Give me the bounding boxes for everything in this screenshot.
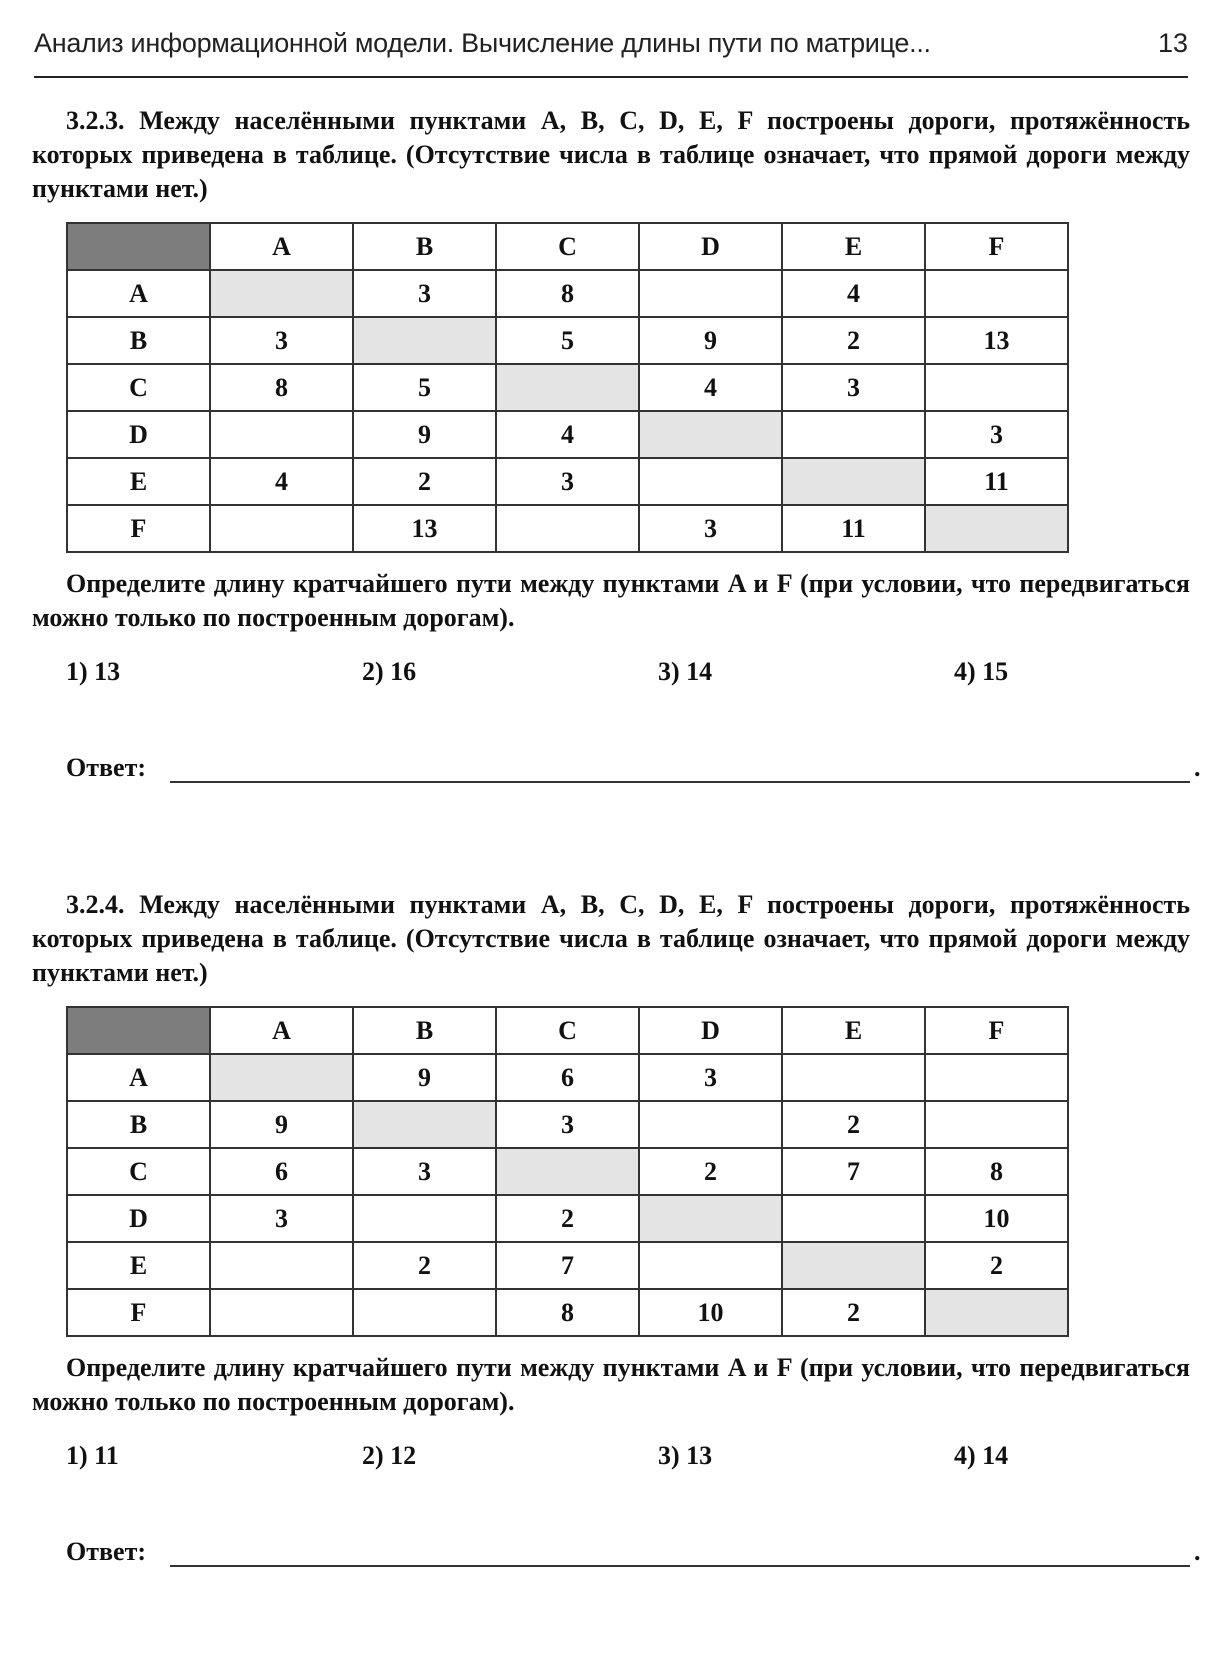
column-header: A xyxy=(210,1007,353,1054)
answer-period: . xyxy=(1194,753,1201,782)
distance-cell: 6 xyxy=(210,1148,353,1195)
row-header: F xyxy=(67,1289,210,1336)
row-header: F xyxy=(67,505,210,552)
answer-period: . xyxy=(1194,1537,1201,1566)
answer-line[interactable] xyxy=(170,1565,1190,1567)
row-header: C xyxy=(67,364,210,411)
distance-cell: 3 xyxy=(639,505,782,552)
running-title: Анализ информационной модели. Вычисление длины пути по матрице... xyxy=(34,28,931,58)
question-text: Определите длину кратчайшего пути между пунктами A и F (при условии, что передвигаться можно только по построенным дорогам). xyxy=(32,569,1190,632)
distance-cell: 2 xyxy=(782,317,925,364)
distance-cell: 3 xyxy=(496,1101,639,1148)
distance-cell: 9 xyxy=(210,1101,353,1148)
distance-cell: 9 xyxy=(353,1054,496,1101)
answer-options xyxy=(32,657,1190,697)
diagonal-cell xyxy=(639,1195,782,1242)
column-header: D xyxy=(639,223,782,270)
table-row xyxy=(67,1148,1068,1195)
diagonal-cell xyxy=(782,458,925,505)
table-row xyxy=(67,505,1068,552)
row-header: B xyxy=(67,1101,210,1148)
row-header: D xyxy=(67,1195,210,1242)
distance-cell xyxy=(496,505,639,552)
column-header: C xyxy=(496,1007,639,1054)
distance-cell: 11 xyxy=(925,458,1068,505)
distance-cell: 8 xyxy=(925,1148,1068,1195)
question-text: Определите длину кратчайшего пути между пунктами A и F (при условии, что передвигаться можно только по построенным дорогам). xyxy=(32,1353,1190,1416)
page-header xyxy=(34,26,1188,78)
distance-cell xyxy=(210,1242,353,1289)
option-1[interactable]: 1) 11 xyxy=(66,1441,119,1470)
column-header: E xyxy=(782,223,925,270)
problem-text: Между населёнными пунктами A, B, C, D, E, F построены дороги, протяжённость которых приведена в таблице. (Отсутствие числа в таблице означает, что прямой дороги между пунктами нет.) xyxy=(32,106,1191,203)
problem-number: 3.2.3. xyxy=(66,106,125,135)
distance-cell: 2 xyxy=(925,1242,1068,1289)
diagonal-cell xyxy=(639,411,782,458)
row-header: E xyxy=(67,1242,210,1289)
distance-cell: 3 xyxy=(210,1195,353,1242)
distance-cell: 4 xyxy=(782,270,925,317)
problem-text: Между населёнными пунктами A, B, C, D, E, F построены дороги, протяжённость которых приведена в таблице. (Отсутствие числа в таблице означает, что прямой дороги между пунктами нет.) xyxy=(32,890,1191,987)
distance-cell: 2 xyxy=(496,1195,639,1242)
distance-cell: 4 xyxy=(496,411,639,458)
distance-cell: 3 xyxy=(353,270,496,317)
column-header: A xyxy=(210,223,353,270)
answer-row xyxy=(32,1537,1201,1577)
distance-cell: 3 xyxy=(782,364,925,411)
option-1[interactable]: 1) 13 xyxy=(66,657,121,686)
distance-cell: 13 xyxy=(353,505,496,552)
distance-cell: 4 xyxy=(210,458,353,505)
distance-matrix xyxy=(66,222,1069,553)
distance-matrix xyxy=(66,1006,1069,1337)
distance-cell: 2 xyxy=(353,458,496,505)
distance-cell: 10 xyxy=(639,1289,782,1336)
distance-cell xyxy=(639,1101,782,1148)
table-row xyxy=(67,411,1068,458)
diagonal-cell xyxy=(496,1148,639,1195)
distance-cell: 3 xyxy=(353,1148,496,1195)
distance-cell: 9 xyxy=(639,317,782,364)
column-header: F xyxy=(925,1007,1068,1054)
option-3[interactable]: 3) 14 xyxy=(658,657,713,686)
distance-cell: 6 xyxy=(496,1054,639,1101)
diagonal-cell xyxy=(353,317,496,364)
column-header: C xyxy=(496,223,639,270)
column-header: B xyxy=(353,223,496,270)
row-header: B xyxy=(67,317,210,364)
option-3[interactable]: 3) 13 xyxy=(658,1441,713,1470)
answer-line[interactable] xyxy=(170,781,1190,783)
distance-cell: 2 xyxy=(353,1242,496,1289)
distance-cell xyxy=(353,1289,496,1336)
diagonal-cell xyxy=(782,1242,925,1289)
diagonal-cell xyxy=(210,1054,353,1101)
table-row xyxy=(67,1101,1068,1148)
distance-cell: 4 xyxy=(639,364,782,411)
column-header: B xyxy=(353,1007,496,1054)
option-4[interactable]: 4) 14 xyxy=(954,1441,1009,1470)
distance-cell xyxy=(782,1195,925,1242)
table-corner-cell xyxy=(67,223,210,270)
problem-statement xyxy=(32,104,1190,206)
distance-cell: 11 xyxy=(782,505,925,552)
page-number: 13 xyxy=(1157,28,1188,58)
distance-cell: 2 xyxy=(782,1289,925,1336)
distance-cell xyxy=(925,364,1068,411)
option-4[interactable]: 4) 15 xyxy=(954,657,1009,686)
distance-cell: 9 xyxy=(353,411,496,458)
diagonal-cell xyxy=(925,505,1068,552)
diagonal-cell xyxy=(925,1289,1068,1336)
row-header: D xyxy=(67,411,210,458)
table-header-row xyxy=(67,223,1068,270)
distance-cell: 2 xyxy=(639,1148,782,1195)
distance-cell: 3 xyxy=(925,411,1068,458)
table-corner-cell xyxy=(67,1007,210,1054)
distance-cell: 2 xyxy=(782,1101,925,1148)
distance-cell: 8 xyxy=(496,270,639,317)
table-row xyxy=(67,458,1068,505)
distance-cell xyxy=(925,270,1068,317)
column-header: F xyxy=(925,223,1068,270)
distance-cell: 3 xyxy=(496,458,639,505)
distance-cell: 5 xyxy=(353,364,496,411)
diagonal-cell xyxy=(496,364,639,411)
column-header: E xyxy=(782,1007,925,1054)
distance-cell xyxy=(210,411,353,458)
table-row xyxy=(67,1242,1068,1289)
table-row xyxy=(67,364,1068,411)
problem-3-2-3 xyxy=(32,104,1201,793)
diagonal-cell xyxy=(210,270,353,317)
distance-cell: 5 xyxy=(496,317,639,364)
problem-3-2-4 xyxy=(32,888,1201,1577)
distance-cell xyxy=(210,1289,353,1336)
option-2[interactable]: 2) 16 xyxy=(362,657,417,686)
distance-cell: 8 xyxy=(210,364,353,411)
distance-cell: 3 xyxy=(639,1054,782,1101)
row-header: A xyxy=(67,1054,210,1101)
distance-cell xyxy=(639,458,782,505)
row-header: A xyxy=(67,270,210,317)
distance-cell: 3 xyxy=(210,317,353,364)
table-row xyxy=(67,1195,1068,1242)
answer-row xyxy=(32,753,1201,793)
distance-cell xyxy=(639,270,782,317)
diagonal-cell xyxy=(353,1101,496,1148)
table-row xyxy=(67,317,1068,364)
table-row xyxy=(67,270,1068,317)
distance-cell xyxy=(925,1101,1068,1148)
distance-cell: 8 xyxy=(496,1289,639,1336)
answer-label: Ответ: xyxy=(66,1537,147,1566)
problem-number: 3.2.4. xyxy=(66,890,125,919)
answer-options xyxy=(32,1441,1190,1481)
distance-cell xyxy=(782,1054,925,1101)
option-2[interactable]: 2) 12 xyxy=(362,1441,417,1470)
distance-cell xyxy=(639,1242,782,1289)
distance-cell xyxy=(353,1195,496,1242)
table-row xyxy=(67,1054,1068,1101)
answer-label: Ответ: xyxy=(66,753,147,782)
distance-cell xyxy=(925,1054,1068,1101)
table-row xyxy=(67,1289,1068,1336)
distance-cell: 7 xyxy=(782,1148,925,1195)
problem-statement xyxy=(32,888,1190,990)
row-header: C xyxy=(67,1148,210,1195)
column-header: D xyxy=(639,1007,782,1054)
distance-cell: 7 xyxy=(496,1242,639,1289)
table-header-row xyxy=(67,1007,1068,1054)
distance-cell: 10 xyxy=(925,1195,1068,1242)
row-header: E xyxy=(67,458,210,505)
distance-cell: 13 xyxy=(925,317,1068,364)
distance-cell xyxy=(782,411,925,458)
distance-cell xyxy=(210,505,353,552)
